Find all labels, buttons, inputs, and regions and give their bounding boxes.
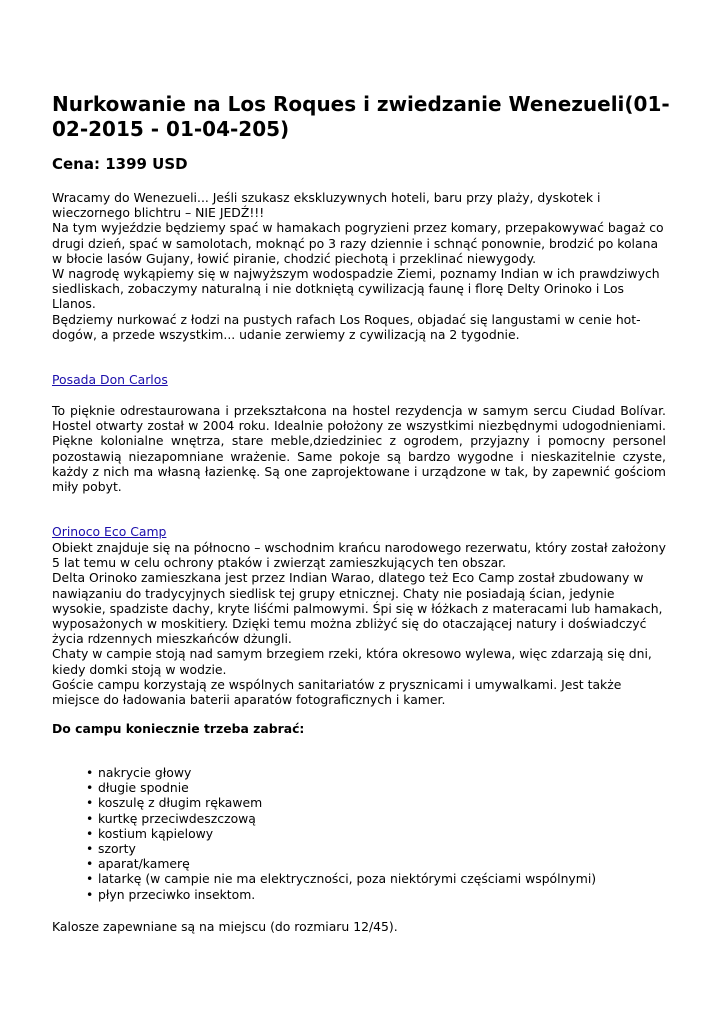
list-item: • płyn przeciwko insektom. (98, 887, 596, 902)
list-item: • aparat/kamerę (98, 856, 596, 871)
orinoco-paragraph: Chaty w campie stoją nad samym brzegiem rzeki, która okresowo wylewa, więc zdarzają się dni, kiedy domki stoją w wodzie. (52, 646, 652, 677)
list-item: • latarkę (w campie nie ma elektryczności, poza niektórymi częściami wspólnymi) (98, 871, 596, 886)
posada-description (52, 403, 666, 494)
price-label: Cena: 1399 USD (52, 155, 188, 173)
orinoco-eco-camp-link[interactable]: Orinoco Eco Camp (52, 524, 167, 539)
intro-paragraph: Na tym wyjeździe będziemy spać w hamakach pogryzieni przez komary, przepakowywać bagaż co drugi dzień, spać w samolotach, moknąć po 3 razy dziennie i schnąć ponownie, brodzić po kolana w błocie lasów Gujany, łowić piranie, chodzić piechotą i przeklinać niewygody. (52, 220, 664, 266)
page-title: Nurkowanie na Los Roques i zwiedzanie Wenezueli(01-02-2015 - 01-04-205) (52, 92, 670, 141)
intro-paragraph: Wracamy do Wenezueli... Jeśli szukasz ekskluzywnych hoteli, baru przy plaży, dyskotek i wieczornego blichtru – NIE JEDŹ!!! (52, 190, 601, 221)
packing-list (52, 765, 596, 902)
intro-section (52, 190, 668, 342)
list-item: • długie spodnie (98, 780, 596, 795)
intro-paragraph: W nagrodę wykąpiemy się w najwyższym wodospadzie Ziemi, poznamy Indian w ich prawdziwych siedliskach, zobaczymy naturalną i nie dotkniętą cywilizacją faunę i florę Delty Orinoko i Los Llanos. (52, 266, 660, 312)
list-item: • kurtkę przeciwdeszczową (98, 811, 596, 826)
posada-don-carlos-link[interactable]: Posada Don Carlos (52, 372, 168, 387)
intro-paragraph: Będziemy nurkować z łodzi na pustych rafach Los Roques, objadać się langustami w cenie hot-dogów, a przede wszystkim... udanie zerwiemy z cywilizacją na 2 tygodnie. (52, 311, 641, 342)
list-item: • kostium kąpielowy (98, 826, 596, 841)
orinoco-paragraph: Obiekt znajduje się na północno – wschodnim krańcu narodowego rezerwatu, który został założony 5 lat temu w celu ochrony ptaków i zwierząt zamieszkujących ten obszar. (52, 540, 666, 571)
list-item: • koszulę z długim rękawem (98, 795, 596, 810)
list-item: • szorty (98, 841, 596, 856)
packing-heading: Do campu koniecznie trzeba zabrać: (52, 721, 305, 736)
posada-paragraph: To pięknie odrestaurowana i przekształcona na hostel rezydencja w samym sercu Ciudad Bolívar. Hostel otwarty został w 2004 roku. Idealnie położony ze wszystkimi niezbędnymi udogodnieniami. Piękne kolonialne wnętrza, stare meble,dziedziniec z ogrodem, przyjazny i pomocny personel pozostawią niezapomniane wrażenie. Same pokoje są bardzo wygodne i nieskazitelnie czyste, każdy z nich ma własną łazienkę. Są one zaprojektowane i urządzone w tak, by zapewnić gościom miły pobyt. (52, 403, 666, 495)
orinoco-paragraph: Delta Orinoko zamieszkana jest przez Indian Warao, dlatego też Eco Camp został zbudowany w nawiązaniu do tradycyjnych siedlisk tej grupy etnicznej. Chaty nie posiadają ścian, jedynie wysokie, spadziste dachy, kryte liśćmi palmowymi. Śpi się w łóżkach z materacami lub hamakach, wyposażonych w moskitiery. Dzięki temu można zbliżyć się do otaczającej natury i doświadczyć życia rdzennych mieszkańców dżungli. (52, 570, 663, 647)
list-item: • nakrycie głowy (98, 765, 596, 780)
footer-note: Kalosze zapewniane są na miejscu (do rozmiaru 12/45). (52, 919, 398, 934)
orinoco-paragraph: Goście campu korzystają ze wspólnych sanitariatów z prysznicami i umywalkami. Jest także miejsce do ładowania baterii aparatów fotograficznych i kamer. (52, 676, 622, 708)
orinoco-description (52, 540, 668, 707)
